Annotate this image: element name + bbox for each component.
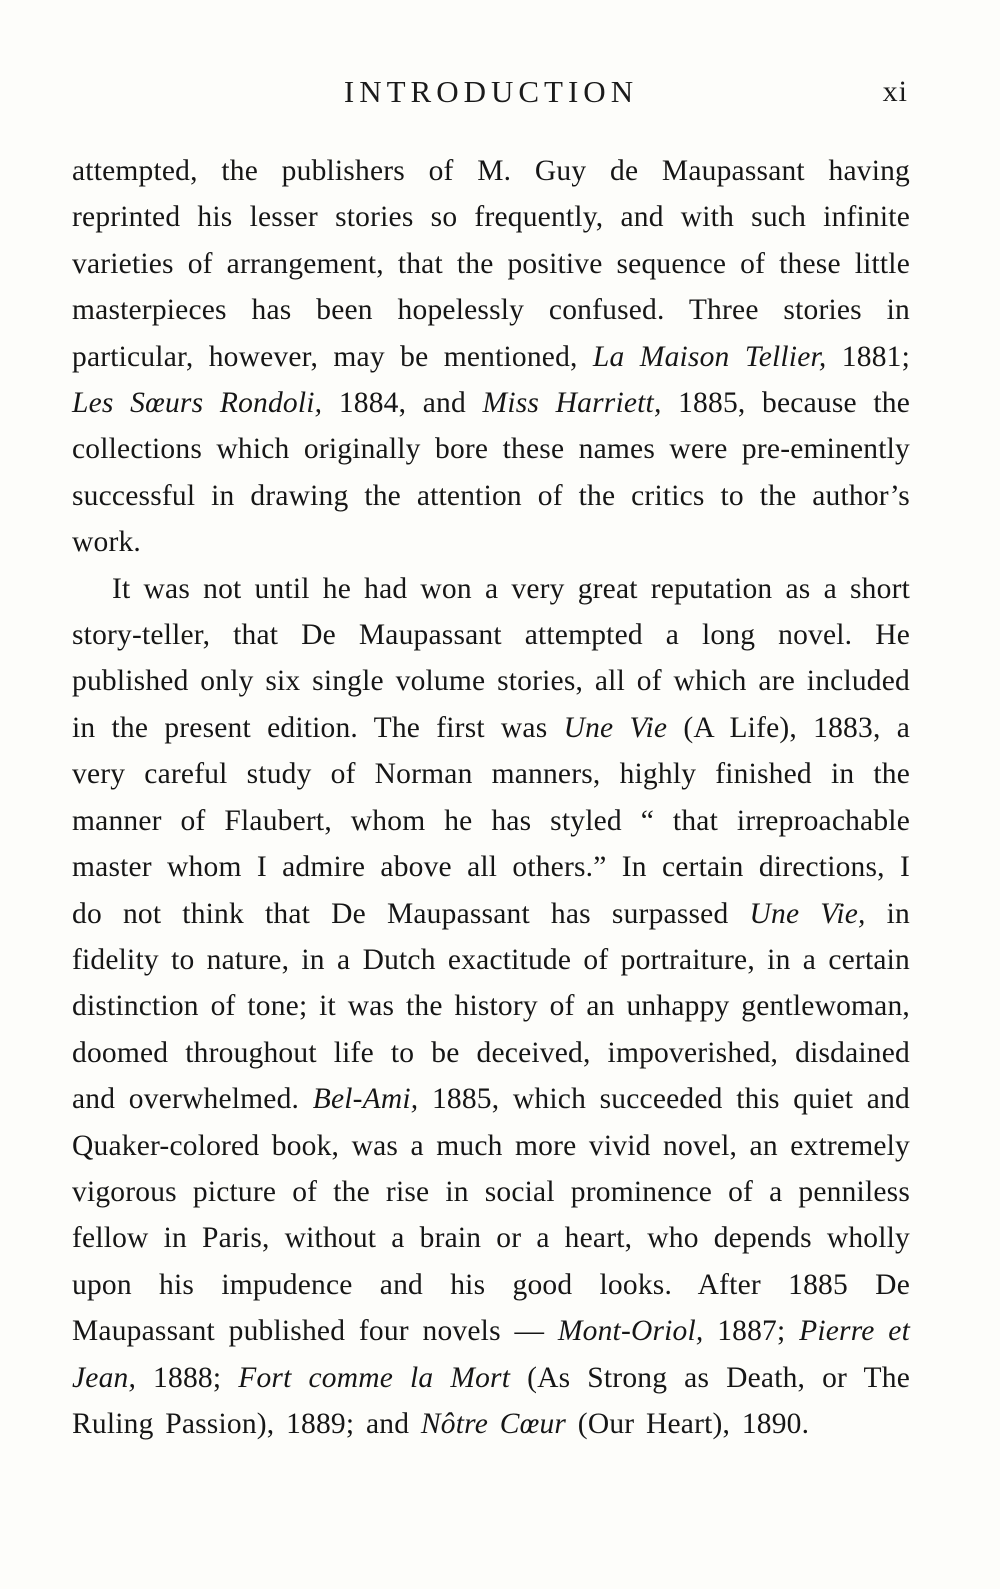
text-segment: attempted, the publishers of M. Guy de Maupassant having reprinted his lesser stories so frequently, and with such infinite varieties of arrangement, that the positive sequence of these little masterpieces has been hopelessly confused. Three stories in particular, however, may be mentioned, xyxy=(72,155,910,373)
text-segment: in fidelity to nature, in a Dutch exactitude of portraiture, in a certain distinction of tone; it was the history of an unhappy gentlewoman, doomed throughout life to be deceived, impoverished, disdained and overwhelmed. xyxy=(72,897,910,1116)
paragraph xyxy=(72,566,910,1448)
book-title-italic: Les Sœurs Rondoli, xyxy=(72,387,323,420)
book-title-italic: Une Vie xyxy=(563,711,668,744)
book-title-italic: Bel-Ami, xyxy=(312,1083,419,1116)
chapter-title: INTRODUCTION xyxy=(343,74,639,109)
page-number: xi xyxy=(882,75,908,108)
book-title-italic: Nôtre Cœur xyxy=(420,1407,567,1440)
text-block xyxy=(72,148,910,1447)
book-title-italic: Fort comme la Mort xyxy=(238,1361,511,1394)
text-segment: 1888; xyxy=(136,1361,239,1394)
book-title-italic: Une Vie, xyxy=(749,897,866,930)
text-segment: 1887; xyxy=(703,1315,800,1348)
text-segment: (Our Heart), 1890. xyxy=(566,1407,810,1440)
book-title-italic: Mont-Oriol, xyxy=(557,1315,704,1348)
text-segment: 1881; xyxy=(826,340,911,373)
text-segment: 1885, because the collections which originally bore these names were pre-eminently successful in drawing the attention of the critics to the author’s work. xyxy=(72,387,911,559)
text-segment: 1885, which succeeded this quiet and Quaker-colored book, was a much more vivid novel, an extremely vigorous picture of the rise in social prominence of a penniless fellow in Paris, without a brain or a heart, who depends wholly upon his impudence and his good looks. After 1885 De Maupassant published four novels — xyxy=(72,1083,910,1348)
text-segment: (As Strong as Death, or The Ruling Passion), 1889; and xyxy=(72,1361,910,1440)
book-title-italic: Miss Harriett, xyxy=(482,387,662,420)
text-segment: (A Life), 1883, a very careful study of Norman manners, highly finished in the manner of Flaubert, whom he has styled “ that irreproachable master whom I admire above all others.” In certain directions, I do not think that De Maupassant has surpassed xyxy=(72,711,910,930)
text-segment: 1884, and xyxy=(322,387,483,420)
page-header xyxy=(72,74,910,110)
book-title-italic: Pierre et Jean, xyxy=(72,1315,910,1394)
text-segment: It was not until he had won a very great reputation as a short story-teller, that De Maupassant attempted a long novel. He published only six single volume stories, all of which are included in the present edition. The first was xyxy=(72,572,910,744)
book-title-italic: La Maison Tellier, xyxy=(592,340,827,373)
paragraph xyxy=(72,148,910,566)
